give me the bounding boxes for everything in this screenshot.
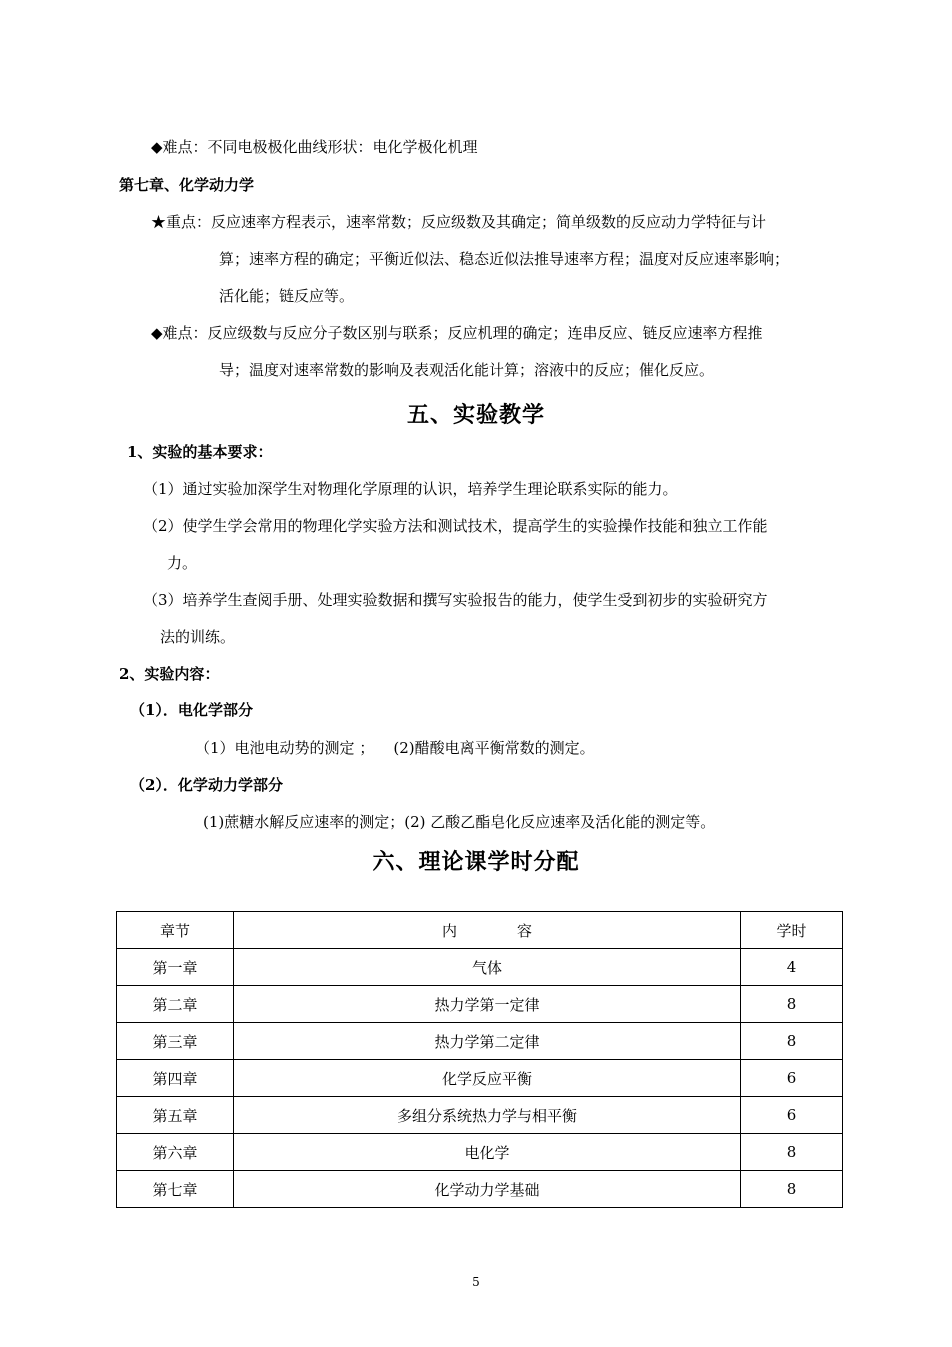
ch7-difficult-point: ◆难点：反应级数与反应分子数区别与联系；反应机理的确定；连串反应、链反应速率方程推: [151, 324, 763, 342]
section6-title: 六、理论课学时分配: [372, 849, 580, 875]
cell-hours: 8: [741, 1171, 843, 1208]
requirement-3: （3）培养学生查阅手册、处理实验数据和撰写实验报告的能力，使学生受到初步的实验研究方: [143, 591, 768, 609]
ch7-difficult-point-cont: 导；温度对速率常数的影响及表观活化能计算；溶液中的反应；催化反应。: [219, 361, 715, 379]
hours-table: [116, 911, 843, 1208]
table-row: [117, 1134, 843, 1171]
section5-title: 五、实验教学: [406, 402, 545, 428]
ch7-key-point: ★重点：反应速率方程表示，速率常数；反应级数及其确定；简单级数的反应动力学特征与计: [151, 213, 767, 231]
header-hours: 学时: [741, 912, 843, 949]
cell-hours: 8: [741, 986, 843, 1023]
cell-content: 化学动力学基础: [234, 1171, 741, 1208]
cell-hours: 4: [741, 949, 843, 986]
cell-hours: 6: [741, 1097, 843, 1134]
table-row: [117, 949, 843, 986]
cell-chapter: 第一章: [117, 949, 234, 986]
table-header-row: [117, 912, 843, 949]
electrochemistry-heading: （1）．电化学部分: [130, 701, 253, 719]
ch7-heading: 第七章、化学动力学: [119, 176, 255, 194]
cell-chapter: 第三章: [117, 1023, 234, 1060]
electrochemistry-items: （1）电池电动势的测定 ； (2)醋酸电离平衡常数的测定。: [195, 739, 595, 757]
cell-content: 化学反应平衡: [234, 1060, 741, 1097]
cell-hours: 8: [741, 1134, 843, 1171]
cell-hours: 6: [741, 1060, 843, 1097]
requirement-2: （2）使学生学会常用的物理化学实验方法和测试技术，提高学生的实验操作技能和独立工作能: [143, 517, 768, 535]
requirement-1: （1）通过实验加深学生对物理化学原理的认识，培养学生理论联系实际的能力。: [143, 480, 678, 498]
cell-chapter: 第二章: [117, 986, 234, 1023]
cell-content: 气体: [234, 949, 741, 986]
table-row: [117, 1171, 843, 1208]
table-row: [117, 986, 843, 1023]
header-content: 内 容: [234, 912, 741, 949]
cell-chapter: 第七章: [117, 1171, 234, 1208]
cell-chapter: 第五章: [117, 1097, 234, 1134]
kinetics-heading: （2）．化学动力学部分: [130, 776, 283, 794]
requirement-2-cont: 力。: [167, 554, 198, 572]
cell-hours: 8: [741, 1023, 843, 1060]
cell-chapter: 第四章: [117, 1060, 234, 1097]
page-number: 5: [472, 1275, 480, 1289]
kinetics-items: (1)蔗糖水解反应速率的测定；(2) 乙酸乙酯皂化反应速率及活化能的测定等。: [203, 813, 716, 831]
table-row: [117, 1060, 843, 1097]
cell-content: 热力学第一定律: [234, 986, 741, 1023]
cell-chapter: 第六章: [117, 1134, 234, 1171]
experiment-content-heading: 2、实验内容：: [119, 665, 220, 683]
table-row: [117, 1097, 843, 1134]
ch7-key-point-cont-1: 算；速率方程的确定；平衡近似法、稳态近似法推导速率方程；温度对反应速率影响；: [219, 250, 790, 268]
header-chapter: 章节: [117, 912, 234, 949]
ch6-difficult-point: ◆难点：不同电极极化曲线形状：电化学极化机理: [151, 138, 478, 156]
table-row: [117, 1023, 843, 1060]
experiment-requirements-heading: 1、实验的基本要求：: [127, 443, 273, 461]
requirement-3-cont: 法的训练。: [160, 628, 236, 646]
cell-content: 电化学: [234, 1134, 741, 1171]
cell-content: 多组分系统热力学与相平衡: [234, 1097, 741, 1134]
cell-content: 热力学第二定律: [234, 1023, 741, 1060]
ch7-key-point-cont-2: 活化能；链反应等。: [219, 287, 355, 305]
